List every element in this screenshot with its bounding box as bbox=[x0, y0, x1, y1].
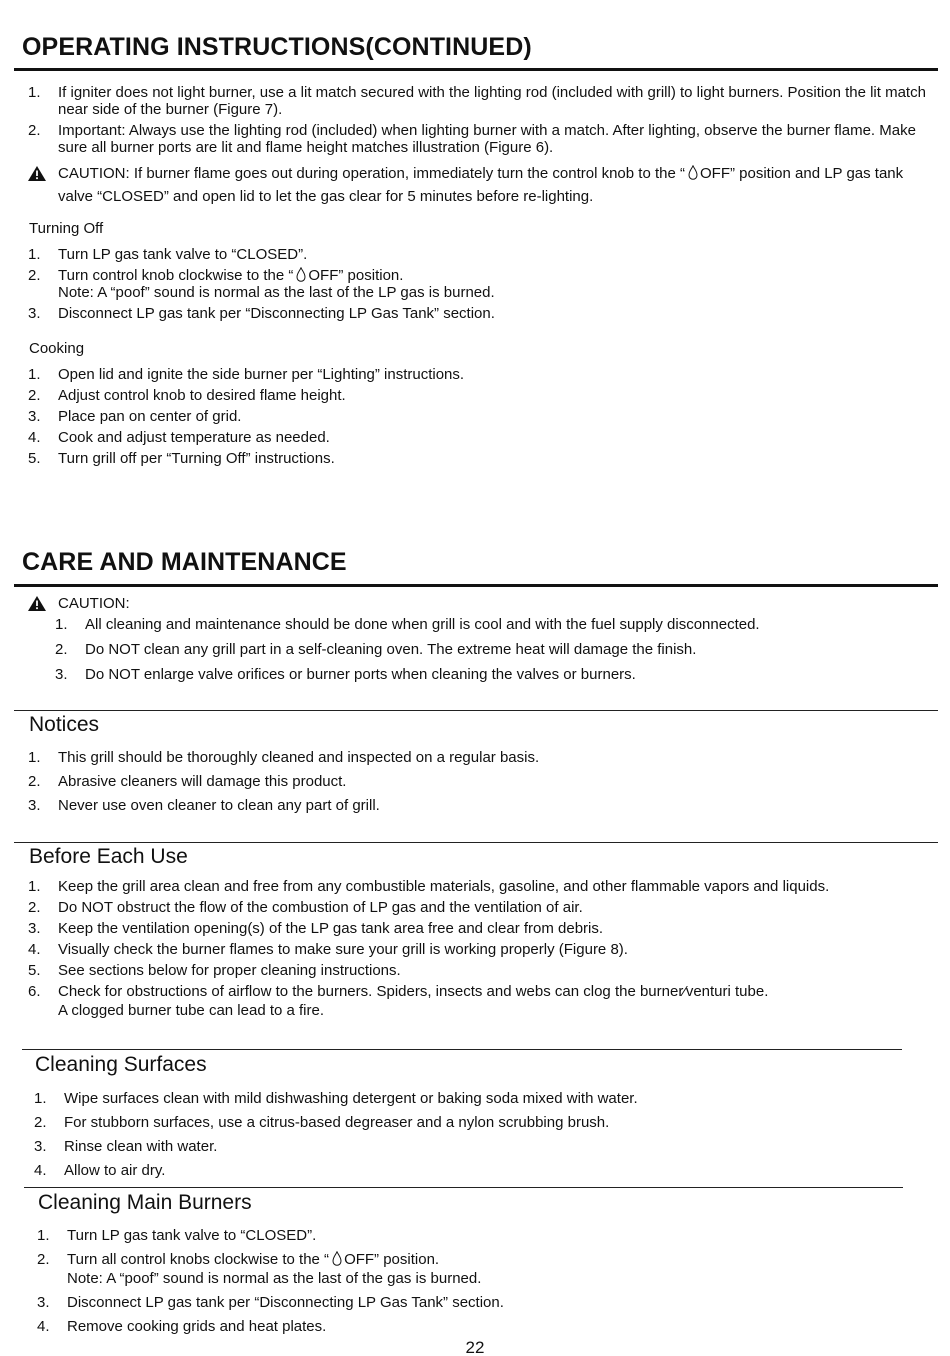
before-each-use-list bbox=[28, 878, 940, 1019]
warning-triangle-icon bbox=[28, 166, 46, 181]
list-item: 2. Turn control knob clockwise to the “ OFF” position. Note: A “poof” sound is normal as the last of the LP gas is burned. bbox=[28, 267, 495, 301]
cleaning-surfaces-heading: Cleaning Surfaces bbox=[35, 1053, 207, 1076]
list-item: 1. Turn LP gas tank valve to “CLOSED”. bbox=[37, 1227, 317, 1244]
list-item: 1. Wipe surfaces clean with mild dishwashing detergent or baking soda mixed with water. bbox=[34, 1090, 638, 1107]
notices-list bbox=[28, 749, 940, 814]
list-item: 3. Disconnect LP gas tank per “Disconnecting LP Gas Tank” section. bbox=[28, 305, 495, 322]
list-item: 2. For stubborn surfaces, use a citrus-based degreaser and a nylon scrubbing brush. bbox=[34, 1114, 610, 1131]
operating-title: OPERATING INSTRUCTIONS(CONTINUED) bbox=[22, 33, 532, 61]
flame-icon bbox=[332, 1251, 342, 1266]
turning-off-list bbox=[28, 246, 940, 322]
cooking-heading: Cooking bbox=[29, 340, 85, 357]
warning-triangle-icon bbox=[28, 596, 46, 611]
cleaning-main-burners-heading: Cleaning Main Burners bbox=[38, 1191, 252, 1214]
title-rule bbox=[14, 584, 938, 587]
list-item: 2. Adjust control knob to desired flame height. bbox=[28, 387, 346, 404]
list-item: 3. Place pan on center of grid. bbox=[28, 408, 242, 425]
list-item: 6. Check for obstructions of airflow to the burners. Spiders, insects and webs can clog the burner⁄venturi tube. A clogged burner tube can lead to a fire. bbox=[28, 983, 769, 1019]
list-item: 3. Do NOT enlarge valve orifices or burner ports when cleaning the valves or burners. bbox=[55, 666, 636, 683]
list-item: 1. Open lid and ignite the side burner per “Lighting” instructions. bbox=[28, 366, 465, 383]
list-item: 2. Turn all control knobs clockwise to the “ OFF” position. Note: A “poof” sound is normal as the last of the gas is burned. bbox=[37, 1251, 482, 1287]
care-caution: CAUTION: bbox=[28, 592, 940, 615]
cleaning-surfaces-list bbox=[34, 1090, 934, 1179]
section-rule bbox=[14, 842, 938, 843]
before-each-use-heading: Before Each Use bbox=[29, 845, 188, 868]
list-item: 1. Keep the grill area clean and free from any combustible materials, gasoline, and other flammable vapors and liquids. bbox=[28, 878, 830, 895]
list-item: 3. Keep the ventilation opening(s) of the LP gas tank area free and clear from debris. bbox=[28, 920, 604, 937]
list-item: 1. This grill should be thoroughly cleaned and inspected on a regular basis. bbox=[28, 749, 540, 766]
list-item: 4. Visually check the burner flames to make sure your grill is working properly (Figure 8). bbox=[28, 941, 628, 958]
section-rule bbox=[22, 1049, 902, 1050]
notices-heading: Notices bbox=[29, 713, 100, 736]
cooking-list bbox=[28, 366, 940, 467]
list-item: 5. See sections below for proper cleaning instructions. bbox=[28, 962, 401, 979]
list-item: 4. Cook and adjust temperature as needed. bbox=[28, 429, 330, 446]
list-item: 3. Disconnect LP gas tank per “Disconnecting LP Gas Tank” section. bbox=[37, 1294, 504, 1311]
operating-caution: CAUTION: If burner flame goes out during operation, immediately turn the control knob to the “ OFF” position and LP gas tank valve “CLOSED” and open lid to let the gas clear for 5 minutes before re-lighting. bbox=[28, 162, 940, 208]
cleaning-main-burners-list bbox=[37, 1227, 937, 1335]
care-caution-list bbox=[55, 616, 940, 683]
list-item: 4. Allow to air dry. bbox=[34, 1162, 166, 1179]
operating-list bbox=[28, 84, 940, 156]
list-item: 2. Do NOT obstruct the flow of the combustion of LP gas and the ventilation of air. bbox=[28, 899, 583, 916]
list-item: 1. All cleaning and maintenance should be done when grill is cool and with the fuel supply disconnected. bbox=[55, 616, 760, 633]
list-item: 1. If igniter does not light burner, use a lit match secured with the lighting rod (included with grill) to light burners. Position the lit match near side of the burner (Figure 7). bbox=[28, 84, 926, 118]
list-item: 2. Do NOT clean any grill part in a self-cleaning oven. The extreme heat will damage the finish. bbox=[55, 641, 697, 658]
list-item: 4. Remove cooking grids and heat plates. bbox=[37, 1318, 327, 1335]
section-rule bbox=[14, 710, 938, 711]
list-item: 1. Turn LP gas tank valve to “CLOSED”. bbox=[28, 246, 308, 263]
turning-off-heading: Turning Off bbox=[29, 220, 104, 237]
section-rule bbox=[24, 1187, 903, 1188]
list-item: 2. Important: Always use the lighting rod (included) when lighting burner with a match. After lighting, observe the burner flame. Make sure all burner ports are lit and flame height matches illustration (Figure 6). bbox=[28, 122, 916, 156]
list-item: 2. Abrasive cleaners will damage this product. bbox=[28, 773, 347, 790]
list-item: 3. Rinse clean with water. bbox=[34, 1138, 218, 1155]
care-title: CARE AND MAINTENANCE bbox=[22, 548, 347, 576]
list-item: 5. Turn grill off per “Turning Off” instructions. bbox=[28, 450, 335, 467]
page-number: 22 bbox=[465, 1338, 485, 1356]
list-item: 3. Never use oven cleaner to clean any part of grill. bbox=[28, 797, 380, 814]
title-rule bbox=[14, 68, 938, 71]
flame-icon bbox=[296, 267, 306, 282]
flame-icon bbox=[688, 165, 698, 180]
